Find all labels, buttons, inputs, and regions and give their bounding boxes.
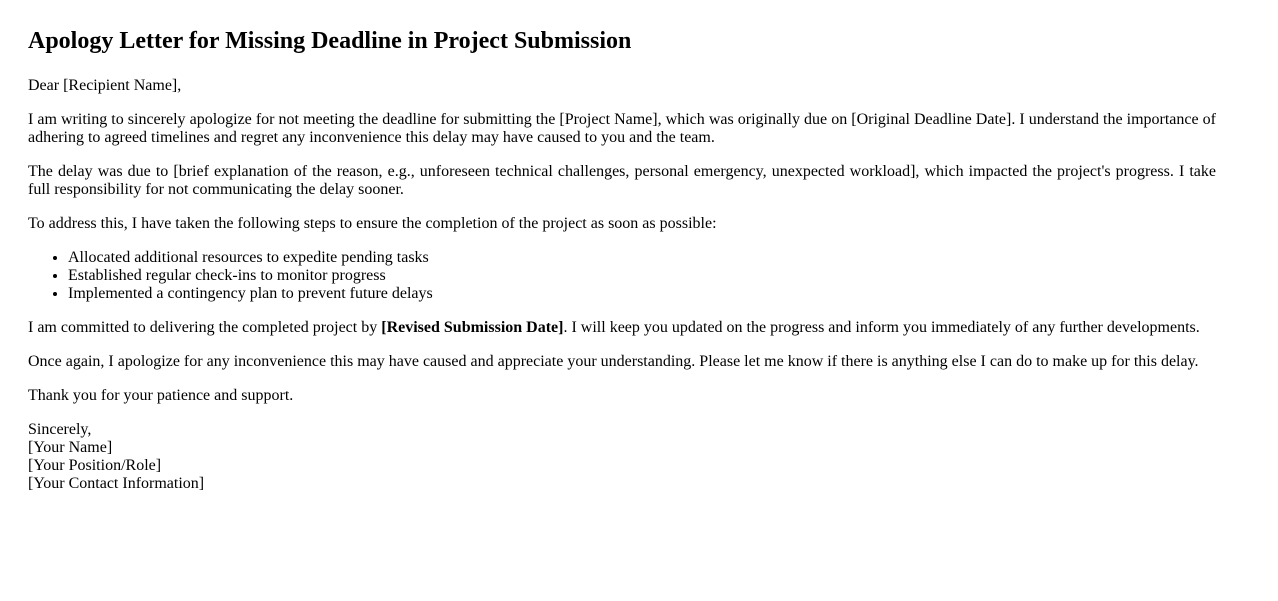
- paragraph-reason: The delay was due to [brief explanation of the reason, e.g., unforeseen technical challenges, personal emergency, unexpected workload], which impacted the project's progress. I take full responsibility for not communicating the delay sooner.: [28, 163, 1216, 198]
- list-item: • Implemented a contingency plan to prevent future delays: [68, 285, 1216, 303]
- paragraph-commitment: [28, 319, 1216, 337]
- signature-block: [28, 421, 1216, 493]
- commitment-text-after: . I will keep you updated on the progress and inform you immediately of any further developments.: [563, 319, 1200, 336]
- salutation: Dear [Recipient Name],: [28, 77, 182, 94]
- list-item: • Allocated additional resources to expedite pending tasks: [68, 249, 1216, 267]
- letter-title: Apology Letter for Missing Deadline in Project Submission: [28, 28, 632, 54]
- steps-list: [28, 249, 1216, 303]
- revised-submission-date-placeholder: [Revised Submission Date]: [381, 319, 564, 336]
- list-item: • Established regular check-ins to monitor progress: [68, 267, 1216, 285]
- closing-position-placeholder: [Your Position/Role]: [28, 457, 162, 474]
- commitment-text-before: I am committed to delivering the completed project by: [28, 319, 382, 336]
- paragraph-steps-intro: To address this, I have taken the following steps to ensure the completion of the project as soon as possible:: [28, 215, 717, 232]
- closing-contact-placeholder: [Your Contact Information]: [28, 475, 205, 492]
- paragraph-apology-again: Once again, I apologize for any inconvenience this may have caused and appreciate your understanding. Please let me know if there is anything else I can do to make up for this delay.: [28, 353, 1199, 370]
- paragraph-apology: I am writing to sincerely apologize for not meeting the deadline for submitting the [Project Name], which was originally due on [Original Deadline Date]. I understand the importance of adhering to agreed timelines and regret any inconvenience this delay may have caused to you and the team.: [28, 111, 1216, 146]
- closing-name-placeholder: [Your Name]: [28, 439, 113, 456]
- paragraph-thanks: Thank you for your patience and support.: [28, 387, 294, 404]
- closing-sincerely: Sincerely,: [28, 421, 92, 438]
